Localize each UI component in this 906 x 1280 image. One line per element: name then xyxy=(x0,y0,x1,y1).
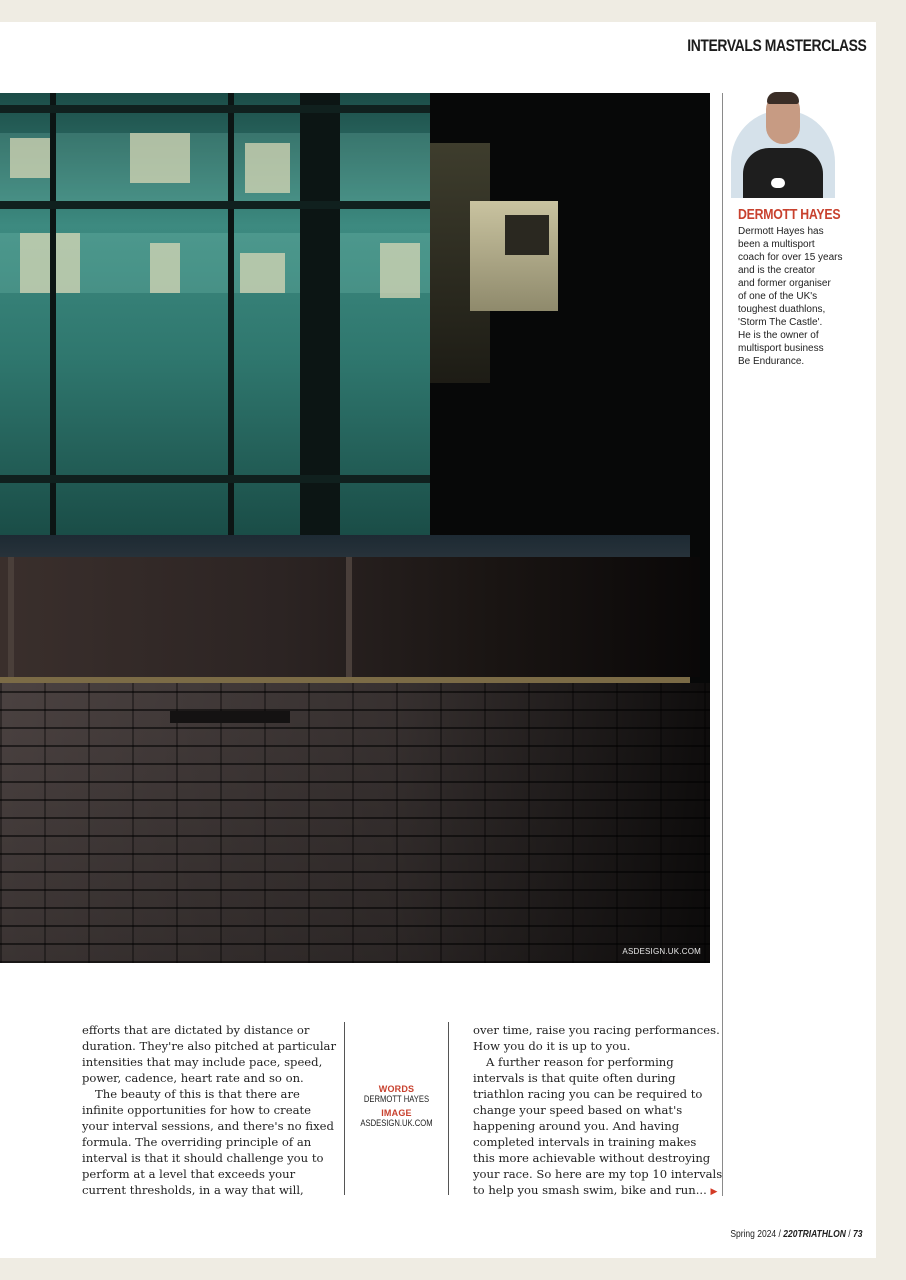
body-line: A further reason for performing xyxy=(486,1055,674,1069)
body-line: duration. They're also pitched at particular xyxy=(82,1039,336,1053)
author-bio-line: toughest duathlons, xyxy=(738,304,826,315)
author-bio-line: Be Endurance. xyxy=(738,356,805,367)
author-bio-line: 'Storm The Castle'. xyxy=(738,317,823,328)
credit-words-label: WORDS xyxy=(378,1084,415,1094)
photo-reflected-window xyxy=(505,215,549,255)
body-line: change your speed based on what's xyxy=(473,1103,683,1117)
credit-words-value: DERMOTT HAYES xyxy=(363,1094,430,1104)
author-bio-line: He is the owner of xyxy=(738,330,819,341)
folio-magazine: 220TRIATHLON xyxy=(782,1229,846,1240)
credit-image-value: ASDESIGN.UK.COM xyxy=(360,1118,433,1128)
sidebar-rule xyxy=(722,93,723,1196)
body-line: efforts that are dictated by distance or xyxy=(82,1023,310,1037)
article-credits xyxy=(345,1084,448,1132)
body-column-left xyxy=(82,1022,336,1198)
avatar-shirt-logo xyxy=(771,178,785,188)
photo-reflection xyxy=(0,133,430,203)
body-line: triathlon racing you can be required to xyxy=(473,1087,703,1101)
photo-credit: ASDESIGN.UK.COM xyxy=(622,947,701,956)
body-line: interval is that it should challenge you to xyxy=(82,1151,324,1165)
body-line: your race. So here are my top 10 intervals xyxy=(473,1167,723,1181)
body-line: this more achievable without destroying xyxy=(473,1151,711,1165)
author-bio xyxy=(738,225,848,368)
photo-window-reflection xyxy=(245,143,290,193)
photo-window-reflection xyxy=(130,133,190,183)
body-line: How you do it is up to you. xyxy=(473,1039,631,1053)
magazine-page xyxy=(0,22,876,1258)
photo-paving xyxy=(0,683,710,963)
photo-transom xyxy=(0,201,430,209)
body-line: formula. The overriding principle of an xyxy=(82,1135,312,1149)
body-line: infinite opportunities for how to create xyxy=(82,1103,312,1117)
credit-image-label: IMAGE xyxy=(381,1108,412,1118)
photo-wall-post xyxy=(8,557,14,677)
continue-arrow-icon: ▶ xyxy=(710,1187,718,1197)
photo-mullion xyxy=(50,93,56,535)
avatar-shirt xyxy=(743,148,823,198)
photo-window-reflection xyxy=(150,243,180,293)
author-bio-line: of one of the UK's xyxy=(738,291,818,302)
author-bio-line: been a multisport xyxy=(738,239,815,250)
photo-mullion xyxy=(300,93,340,535)
author-bio-line: coach for over 15 years xyxy=(738,252,843,263)
body-line: The beauty of this is that there are xyxy=(95,1087,300,1101)
body-line: to help you smash swim, bike and run... xyxy=(473,1183,707,1197)
section-label: INTERVALS MASTERCLASS xyxy=(686,36,866,55)
photo-transom xyxy=(0,475,430,483)
body-line: completed intervals in training makes xyxy=(473,1135,697,1149)
body-line: perform at a level that exceeds your xyxy=(82,1167,296,1181)
body-column-right xyxy=(473,1022,723,1200)
body-line: your interval sessions, and there's no fixed xyxy=(82,1119,334,1133)
folio-page-number: 73 xyxy=(852,1229,862,1240)
photo-window-reflection xyxy=(10,138,50,178)
author-avatar xyxy=(731,90,835,198)
author-bio-line: and former organiser xyxy=(738,278,831,289)
feature-photo xyxy=(0,93,710,963)
page-folio: Spring 2024 / 220TRIATHLON / 73 xyxy=(729,1229,862,1240)
body-line: intensities that may include pace, speed, xyxy=(82,1055,323,1069)
photo-drain-grate xyxy=(170,711,290,723)
folio-issue: Spring 2024 xyxy=(729,1229,776,1240)
author-bio-line: and is the creator xyxy=(738,265,816,276)
photo-transom xyxy=(0,105,430,113)
body-line: over time, raise you racing performances. xyxy=(473,1023,720,1037)
photo-mullion xyxy=(228,93,234,535)
body-line: power, cadence, heart rate and so on. xyxy=(82,1071,304,1085)
body-line: intervals is that quite often during xyxy=(473,1071,676,1085)
column-rule xyxy=(448,1022,449,1195)
author-bio-line: multisport business xyxy=(738,343,824,354)
body-last-line xyxy=(473,1182,718,1200)
photo-ledge xyxy=(0,535,690,557)
body-line: happening around you. And having xyxy=(473,1119,680,1133)
avatar-hair xyxy=(767,92,799,104)
body-line: current thresholds, in a way that will, xyxy=(82,1183,304,1197)
photo-wall-post xyxy=(346,557,352,677)
photo-window-reflection xyxy=(240,253,285,293)
author-name: DERMOTT HAYES xyxy=(738,206,841,223)
photo-window-reflection xyxy=(380,243,420,298)
author-bio-line: Dermott Hayes has xyxy=(738,226,824,237)
